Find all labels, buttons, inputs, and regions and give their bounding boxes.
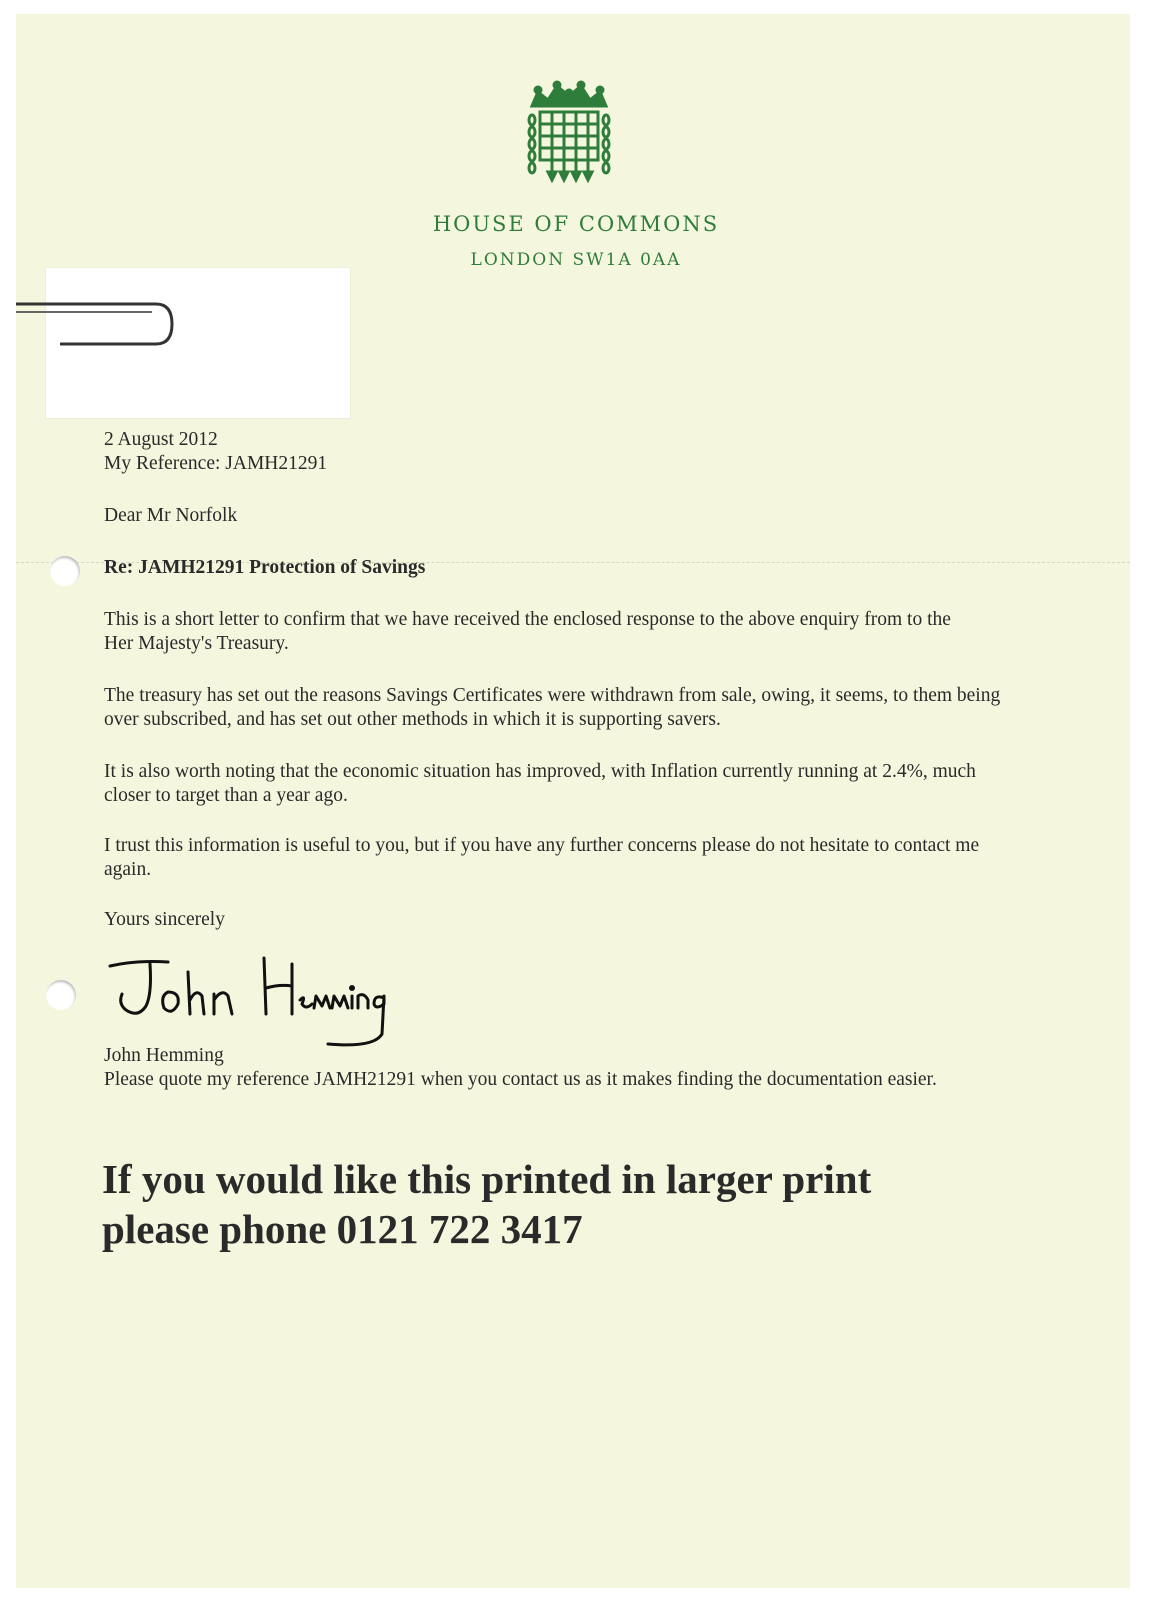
portcullis-crest-icon [524,80,614,190]
paragraph-1: This is a short letter to confirm that we have received the enclosed response to the above enquiry from to the Her Majesty's Treasury. [104,609,951,654]
large-print-line-2: please phone 0121 722 3417 [102,1206,583,1252]
letter-page [16,14,1130,1588]
subject-line: Re: JAMH21291 Protection of Savings [104,557,426,578]
letterhead-address: LONDON SW1A 0AA [470,250,682,270]
reference-footnote: Please quote my reference JAMH21291 when you contact us as it makes finding the documentation easier. [104,1069,937,1090]
signatory-name: John Hemming [104,1045,224,1066]
letter-date: 2 August 2012 [104,429,218,450]
punch-hole [50,556,80,586]
paragraph-4: I trust this information is useful to you, but if you have any further concerns please do not hesitate to contact me again. [104,835,980,880]
paragraph-3: It is also worth noting that the economic situation has improved, with Inflation currently running at 2.4%, much closer to target than a year ago. [104,761,976,806]
reference-line: My Reference: JAMH21291 [104,453,328,474]
salutation: Dear Mr Norfolk [104,505,238,526]
letterhead-title: HOUSE OF COMMONS [432,212,720,236]
paperclip-icon [16,296,186,356]
large-print-line-1: If you would like this printed in larger print [102,1156,872,1202]
large-print-notice [102,1154,1102,1254]
punch-hole [46,980,76,1010]
paragraph-2: The treasury has set out the reasons Savings Certificates were withdrawn from sale, owing, it seems, to them being over subscribed, and has set out other methods in which it is supporting savers. [104,685,1001,730]
handwritten-signature [106,944,406,1059]
closing: Yours sincerely [104,909,225,930]
